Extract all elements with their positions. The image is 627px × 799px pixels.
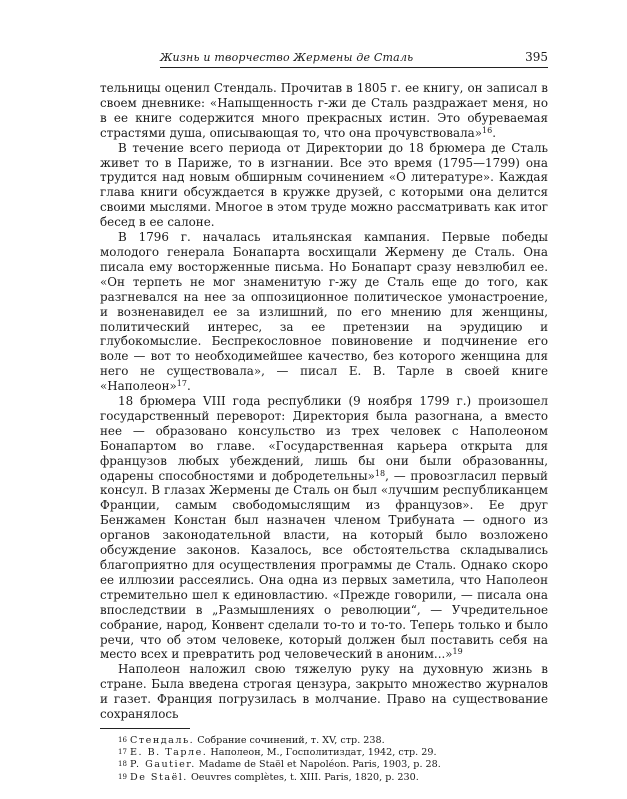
footnote	[100, 735, 548, 747]
paragraph-text: В течение всего периода от Директории до 18 брюмера де Сталь живет то в Париже, то в изгнании. Все это время (1795—1799) она трудится над новым обширным сочинением «О литературе». Каждая глава книги обсуждается в кружке друзей, с которыми она делится своими мыслями. Многое в этом труде можно рассматривать как итог бесед в ее салоне.	[100, 140, 548, 230]
footnote	[100, 747, 548, 759]
footnote-source: Madame de Staël et Napoléon. Paris, 1903, p. 28.	[198, 759, 441, 771]
footnote-text	[130, 735, 385, 747]
paragraph-text: .	[492, 125, 496, 140]
footnote-source: Наполеон, М., Госполитиздат, 1942, стр. 29.	[210, 747, 437, 759]
footnote-text	[130, 759, 441, 771]
footnote-author: Е. В. Тарле.	[130, 747, 208, 759]
paragraph-text: , — провозгласил первый консул. В глазах Жермены де Сталь он был «лучшим республиканцем Франции, самым свободомыслящим из французов». Ее друг Бенжамен Констан был назначен членом Трибуната — одного из органов законодательной власти, на который было возложено обсуждение законов. Казалось, все обстоятельства складывались благоприятно для осуществления программы де Сталь. Однако скоро ее иллюзии рассеялись. Она одна из первых заметила, что Наполеон стремительно шел к единовластию. «Прежде говорили, — писала она впоследствии в „Размышлениях о революции“, — Учредительное собрание, народ, Конвент сделали то-то и то-то. Теперь только и было речи, что об этом человеке, который должен был поставить себя на место всех и превратить род человеческий в аноним...»	[100, 468, 548, 662]
paragraph-text: Наполеон наложил свою тяжелую руку на духовную жизнь в стране. Была введена строгая цензура, закрыто множество журналов и газет. Франция погрузилась в молчание. Право на существование сохранялось	[100, 662, 548, 722]
paragraph	[100, 230, 548, 394]
paragraph-text: 18 брюмера VIII года республики (9 ноября 1799 г.) произошел государственный переворот: Директория была разогнана, а вместо нее — образовано консульство из трех человек с Наполеоном Бонапартом во главе. «Государственная карьера открыта для французов любых убеждений, лишь бы они были образованны, одарены способностями и добродетельны»	[100, 394, 548, 483]
paragraph-text: тельницы оценил Стендаль. Прочитав в 1805 г. ее книгу, он записал в своем дневнике: «Напыщенность г-жи де Сталь раздражает меня, но в ее книге содержится много прекрасных истин. Это обуреваемая страстями душа, описывающая то, что она прочувствовала»	[100, 81, 548, 140]
footnote-reference: 18	[374, 468, 386, 478]
book-page	[100, 50, 548, 784]
footnote-author: Стендаль.	[130, 734, 195, 746]
footnote-source: Собрание сочинений, т. XV, стр. 238.	[197, 734, 385, 746]
footnote-text	[130, 747, 437, 759]
footnote-reference: 19	[452, 647, 463, 657]
paragraph-text: .	[186, 379, 191, 394]
footnote-number: 19	[118, 772, 127, 781]
paragraph	[100, 81, 548, 141]
footnote-divider	[100, 728, 190, 729]
paragraph-text: В 1796 г. началась итальянская кампания. Первые победы молодого генерала Бонапарта восхищали Жермену де Сталь. Она писала ему восторженные письма. Но Бонапарт сразу невзлюбил ее. «Он терпеть не мог знаменитую г-жу де Сталь еще до того, как разгневался на нее за оппозиционное политическое умонастроение, и возненавидел ее за излишний, по его мнению для женщины, политический интерес, за ее претензии на эрудицию и глубокомыслие. Беспрекословное повиновение и подчинение его воле — вот то необходимейшее качество, без которого женщина для него не существовала», — писал Е. В. Тарле в своей книге «Наполеон»	[100, 230, 548, 394]
body-text	[100, 81, 548, 722]
footnote-number: 17	[118, 748, 127, 757]
footnote-author: De Staël.	[130, 771, 188, 783]
footnote-source: Oeuvres complètes, t. XIII. Paris, 1820, p. 230.	[190, 771, 419, 783]
footnote-number: 16	[118, 735, 127, 744]
running-head	[160, 50, 548, 68]
paragraph	[100, 662, 548, 722]
footnote-reference: 16	[482, 125, 493, 135]
paragraph	[100, 394, 548, 662]
footnote-number: 18	[118, 760, 127, 769]
footnote-reference: 17	[176, 379, 187, 389]
footnotes	[100, 735, 548, 784]
running-title: Жизнь и творчество Жермены де Сталь	[160, 51, 414, 64]
footnote	[100, 759, 548, 771]
paragraph	[100, 141, 548, 230]
page-number: 395	[525, 50, 548, 64]
footnote-author: P. Gautier.	[130, 759, 196, 771]
footnote	[100, 772, 548, 784]
footnote-text	[130, 772, 419, 784]
